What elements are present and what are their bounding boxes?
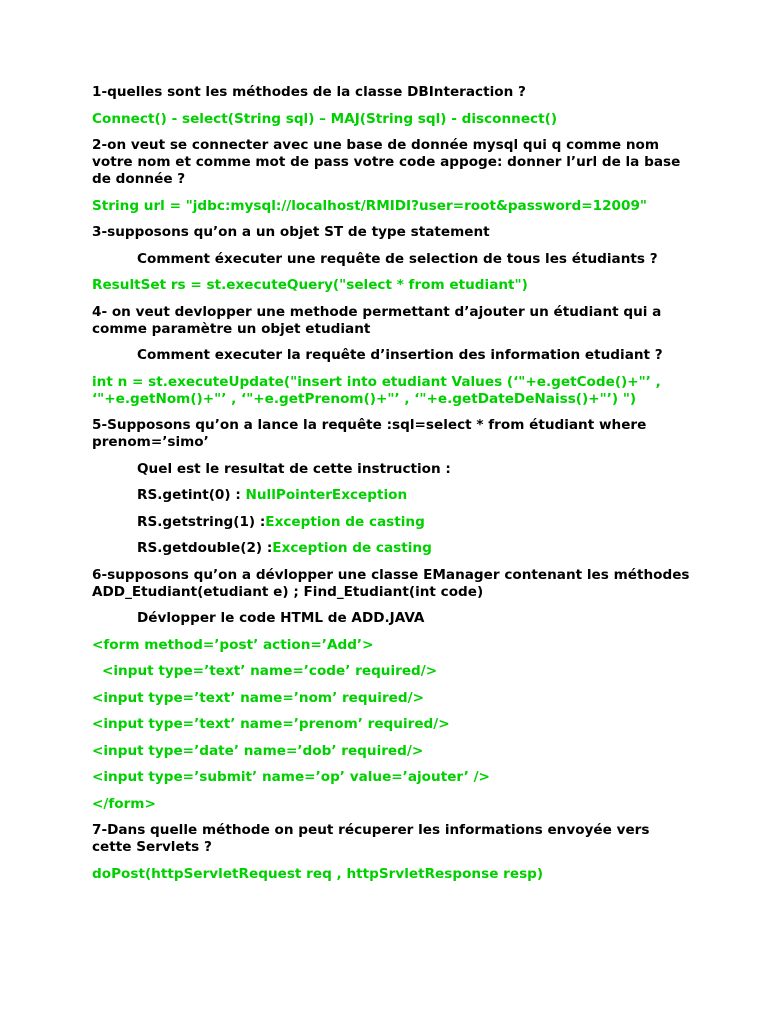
answer-3: ResultSet rs = st.executeQuery("select * from etudiant") xyxy=(92,277,528,293)
question-5-sub: Quel est le resultat de cette instruction : xyxy=(137,460,451,477)
answer-1: Connect() - select(String sql) – MAJ(String sql) - disconnect() xyxy=(92,110,558,127)
code-line-2: <input type=’text’ name=’code’ required/> xyxy=(102,663,438,679)
document-page xyxy=(92,84,692,892)
code-line-1: <form method=’post’ action=’Add’> xyxy=(92,636,374,653)
answer-5-call-1: RS.getint(0) : xyxy=(137,487,246,503)
answer-5-result-2: Exception de casting xyxy=(265,513,425,530)
question-2: 2-on veut se connecter avec une base de donnée mysql qui q comme nom votre nom et comme mot de pass votre code appoge: donner l’url de la base de donnée ? xyxy=(92,137,681,187)
answer-5-item-3 xyxy=(92,540,692,557)
code-line-6: <input type=’submit’ name=’op’ value=’ajouter’ /> xyxy=(92,769,490,785)
code-line-7: </form> xyxy=(92,795,156,812)
question-1: 1-quelles sont les méthodes de la classe DBInteraction ? xyxy=(92,84,526,100)
answer-2: String url = "jdbc:mysql://localhost/RMIDI?user=root&password=12009" xyxy=(92,197,648,214)
answer-5-item-2 xyxy=(92,514,692,531)
question-3-sub: Comment éxecuter une requête de selection de tous les étudiants ? xyxy=(137,250,658,267)
question-7: 7-Dans quelle méthode on peut récuperer les informations envoyée vers cette Servlets ? xyxy=(92,822,650,855)
code-line-4: <input type=’text’ name=’prenom’ required/> xyxy=(92,716,450,732)
question-4-sub: Comment executer la requête d’insertion des information etudiant ? xyxy=(137,347,663,363)
question-5: 5-Supposons qu’on a lance la requête :sql=select * from étudiant where prenom=’simo’ xyxy=(92,417,647,450)
code-line-3: <input type=’text’ name=’nom’ required/> xyxy=(92,689,424,706)
question-6: 6-supposons qu’on a dévlopper une classe EManager contenant les méthodes ADD_Etudiant(etudiant e) ; Find_Etudiant(int code) xyxy=(92,566,690,600)
answer-5-result-3: Exception de casting xyxy=(272,540,432,556)
question-6-sub: Dévlopper le code HTML de ADD.JAVA xyxy=(137,610,425,626)
answer-5-result-1: NullPointerException xyxy=(245,487,408,503)
answer-5-call-2: RS.getstring(1) : xyxy=(137,513,266,530)
question-3: 3-supposons qu’on a un objet ST de type statement xyxy=(92,224,490,240)
answer-4: int n = st.executeUpdate("insert into etudiant Values (‘"+e.getCode()+"’ , ‘"+e.getNom()+"’ , ‘"+e.getPrenom()+"’ , ‘"+e.getDateDeNaiss()+"’) ") xyxy=(92,373,661,407)
answer-7: doPost(httpServletRequest req , httpSrvletResponse resp) xyxy=(92,865,544,882)
answer-5-item-1 xyxy=(92,487,692,504)
code-line-5: <input type=’date’ name=’dob’ required/> xyxy=(92,742,424,759)
answer-5-call-3: RS.getdouble(2) : xyxy=(137,540,273,556)
question-4: 4- on veut devlopper une methode permettant d’ajouter un étudiant qui a comme paramètre un objet etudiant xyxy=(92,303,662,337)
